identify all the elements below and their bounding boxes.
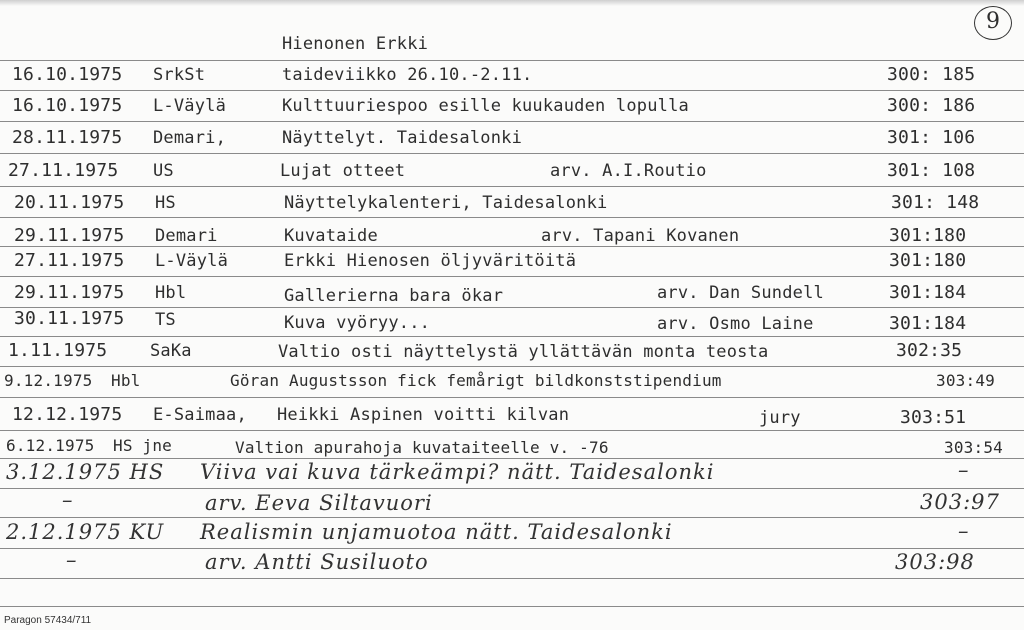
handwritten-ref: 303:97 — [920, 490, 1000, 514]
rule-line — [0, 430, 1024, 431]
rule-line — [0, 153, 1024, 154]
entry-text: Gallerierna bara ökar — [284, 286, 504, 306]
entry-text: Näyttelykalenteri, Taidesalonki — [284, 193, 608, 213]
rule-line — [0, 517, 1024, 518]
entry-source: L-Väylä — [155, 251, 229, 271]
card-number-circle — [974, 6, 1012, 40]
rule-line — [0, 366, 1024, 367]
rule-line — [0, 217, 1024, 218]
entry-date: 30.11.1975 — [14, 308, 125, 329]
entry-ref: 301:180 — [889, 225, 967, 246]
entry-date: 27.11.1975 — [14, 250, 125, 271]
entry-date: 1.11.1975 — [8, 340, 108, 361]
entry-date: 28.11.1975 — [12, 127, 123, 148]
entry-text: Erkki Hienosen öljyväritöitä — [284, 251, 577, 271]
entry-source: TS — [155, 310, 176, 330]
rule-line — [0, 90, 1024, 91]
entry-date: 12.12.1975 — [12, 404, 123, 425]
card-number: 9 — [986, 9, 1000, 34]
rule-line — [0, 397, 1024, 398]
entry-reviewer: jury — [759, 408, 801, 428]
entry-date: 6.12.1975 — [6, 436, 95, 455]
handwritten-date: 3.12.1975 HS — [6, 460, 165, 484]
entry-text: Valtion apurahoja kuvataiteelle v. -76 — [235, 438, 609, 457]
entry-source: E-Saimaa, — [153, 405, 247, 425]
entry-date: 20.11.1975 — [14, 192, 125, 213]
handwritten-ref: 303:98 — [895, 550, 975, 574]
entry-ref: 303:49 — [936, 371, 995, 390]
entry-text: Göran Augustsson fick femårigt bildkonststipendium — [230, 371, 722, 390]
entry-date: 16.10.1975 — [12, 64, 123, 85]
card-footer: Paragon 57434/711 — [4, 615, 92, 626]
entry-text: Näyttelyt. Taidesalonki — [282, 128, 523, 148]
rule-line — [0, 121, 1024, 122]
entry-text: Lujat otteet — [280, 161, 406, 181]
entry-source: HS — [155, 193, 176, 213]
rule-line — [0, 578, 1024, 579]
entry-reviewer: arv. Dan Sundell — [657, 283, 824, 303]
rule-line — [0, 60, 1024, 61]
handwritten-ref: – — [958, 519, 970, 543]
entry-text: Kuvataide — [284, 226, 378, 246]
handwritten-ref: – — [958, 458, 970, 482]
entry-ref: 301:180 — [889, 250, 967, 271]
handwritten-date: – — [66, 548, 78, 572]
entry-text: Valtio osti näyttelystä yllättävän monta teosta — [278, 342, 769, 362]
entry-source: Hbl — [155, 283, 187, 303]
entry-ref: 301: 148 — [891, 192, 980, 213]
entry-ref: 303:51 — [900, 407, 967, 428]
card-title: Hienonen Erkki — [282, 34, 429, 54]
entry-ref: 300: 186 — [887, 95, 976, 116]
entry-source: US — [153, 161, 174, 181]
entry-date: 29.11.1975 — [14, 225, 125, 246]
entry-date: 9.12.1975 — [4, 371, 93, 390]
top-edge-band — [0, 0, 1024, 6]
rule-line — [0, 307, 1024, 308]
rule-line — [0, 458, 1024, 459]
entry-ref: 302:35 — [896, 340, 963, 361]
entry-ref: 301:184 — [889, 313, 967, 334]
entry-text: Kulttuuriespoo esille kuukauden lopulla — [282, 96, 689, 116]
entry-source: Demari, — [153, 128, 227, 148]
handwritten-date: 2.12.1975 KU — [6, 520, 165, 544]
entry-ref: 301: 108 — [887, 160, 976, 181]
entry-source: SrkSt — [153, 65, 206, 85]
entry-text: Kuva vyöryy... — [284, 313, 431, 333]
entry-source: Hbl — [111, 371, 141, 390]
entry-source: L-Väylä — [153, 96, 227, 116]
entry-ref: 303:54 — [944, 438, 1003, 457]
entry-source: SaKa — [150, 341, 192, 361]
rule-line — [0, 186, 1024, 187]
rule-line — [0, 276, 1024, 277]
handwritten-date: – — [62, 488, 74, 512]
entry-source: HS jne — [113, 436, 172, 455]
entry-date: 27.11.1975 — [8, 160, 119, 181]
rule-line — [0, 548, 1024, 549]
entry-reviewer: arv. Tapani Kovanen — [541, 226, 740, 246]
handwritten-text: Realismin unjamuotoa nätt. Taidesalonki — [200, 520, 673, 544]
entry-ref: 301: 106 — [887, 127, 976, 148]
entry-text: taideviikko 26.10.-2.11. — [282, 65, 533, 85]
entry-text: Heikki Aspinen voitti kilvan — [277, 405, 570, 425]
entry-reviewer: arv. A.I.Routio — [550, 161, 707, 181]
handwritten-text: arv. Antti Susiluoto — [205, 550, 429, 574]
entry-ref: 301:184 — [889, 282, 967, 303]
rule-line — [0, 336, 1024, 337]
handwritten-text: arv. Eeva Siltavuori — [205, 491, 433, 515]
entry-ref: 300: 185 — [887, 64, 976, 85]
rule-line — [0, 488, 1024, 489]
entry-date: 29.11.1975 — [14, 282, 125, 303]
entry-reviewer: arv. Osmo Laine — [657, 314, 814, 334]
entry-date: 16.10.1975 — [12, 95, 123, 116]
rule-line — [0, 606, 1024, 607]
rule-line — [0, 246, 1024, 247]
entry-source: Demari — [155, 226, 218, 246]
handwritten-text: Viiva vai kuva tärkeämpi? nätt. Taidesalonki — [200, 460, 715, 484]
